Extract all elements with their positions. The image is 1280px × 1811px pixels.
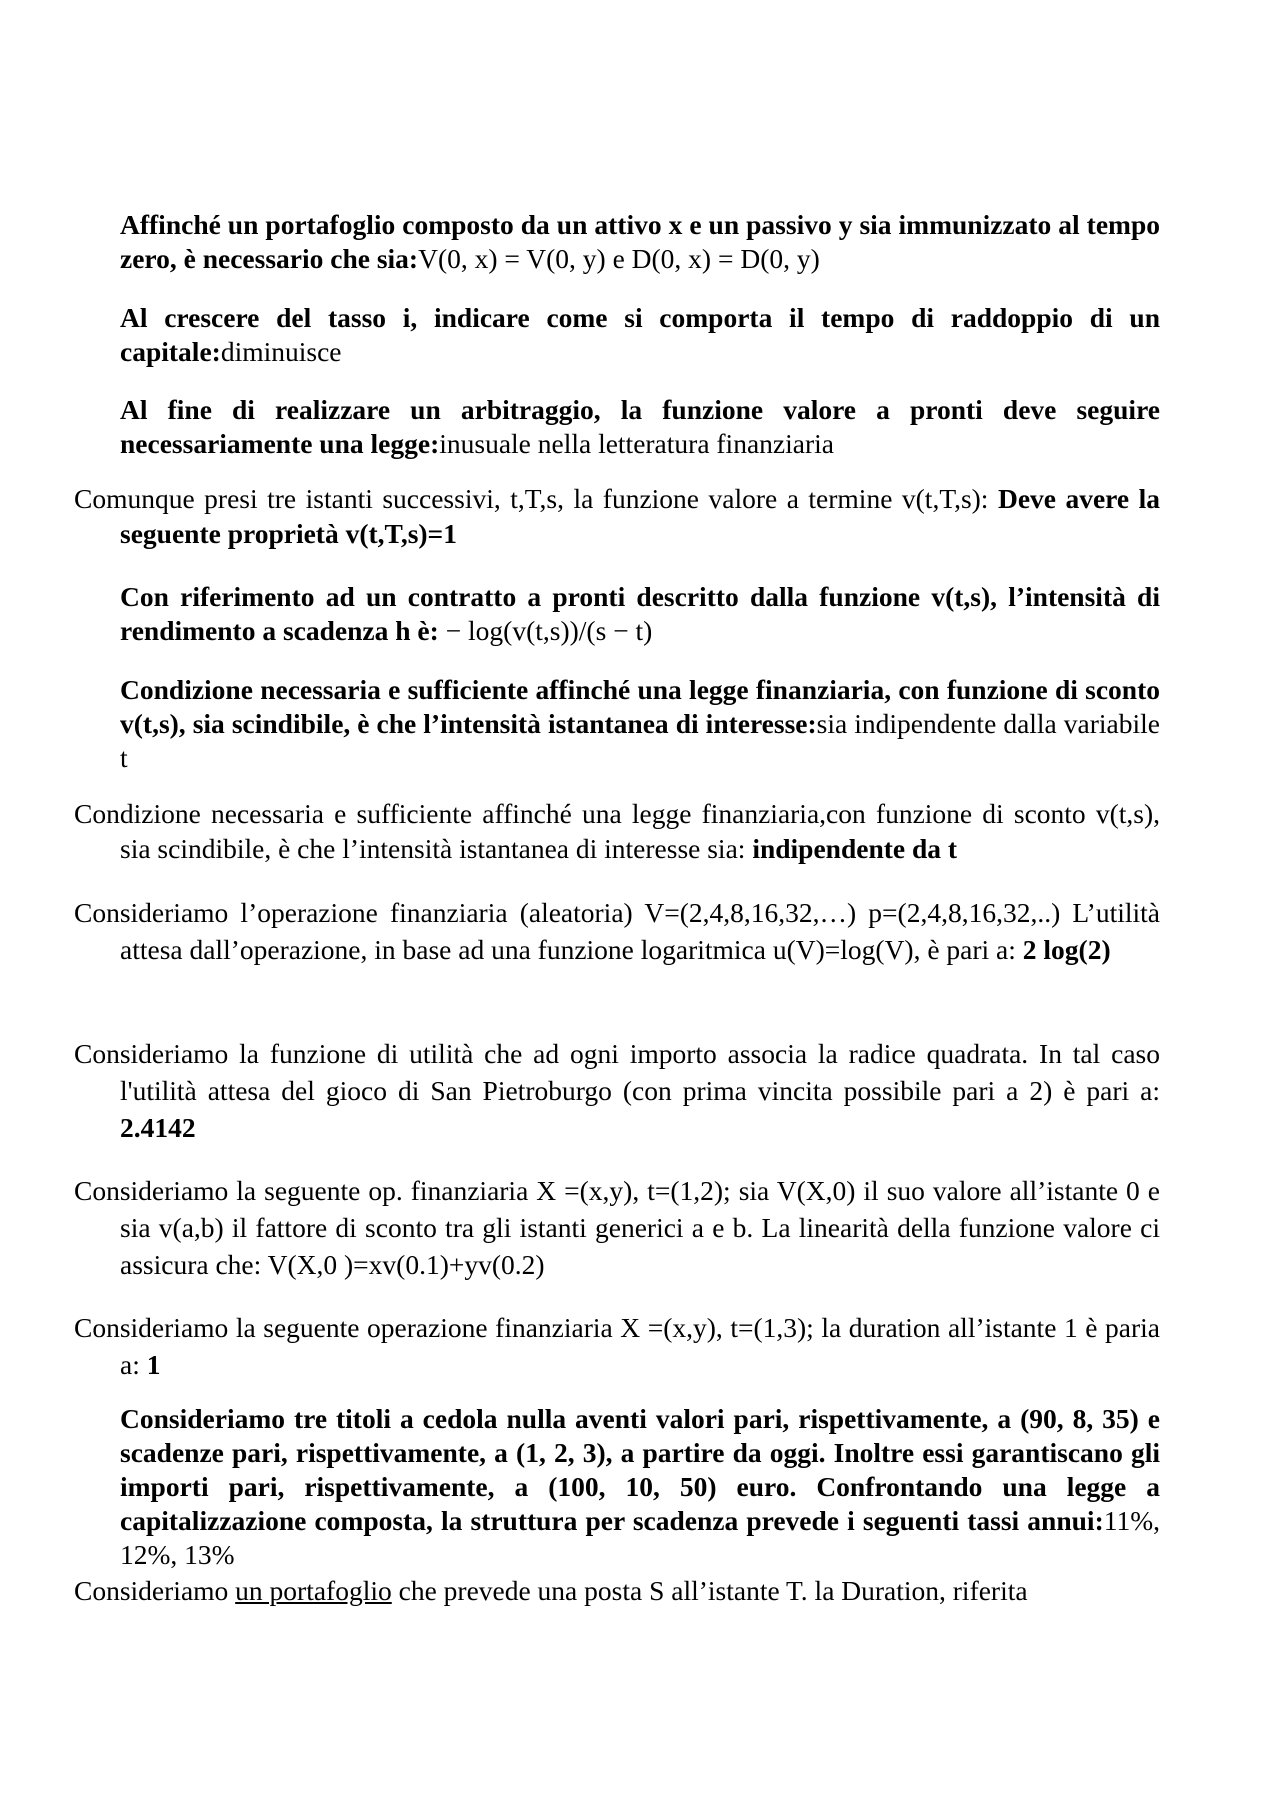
question-separable-law xyxy=(74,796,1160,866)
question-text: Condizione necessaria e sufficiente affinché una legge finanziaria, con funzione di sconto v(t,s), sia scindibile, è che l’intensità istantanea di interesse: xyxy=(120,674,1160,739)
question-text: Con riferimento ad un contratto a pronti descritto dalla funzione v(t,s), l’intensità di rendimento a scadenza h è: xyxy=(120,581,1160,646)
question-text: Consideriamo la seguente operazione finanziaria X =(x,y), t=(1,3); la duration all’istante 1 è paria a: xyxy=(74,1312,1160,1380)
question-text: Comunque presi tre istanti successivi, t,T,s, la funzione valore a termine v(t,T,s): xyxy=(74,483,998,514)
question-doubling-time xyxy=(120,301,1160,369)
question-text: Consideriamo tre titoli a cedola nulla aventi valori pari, rispettivamente, a (90, 8, 35) e scadenze pari, rispettivamente, a (1, 2, 3), a partire da oggi. Inoltre essi garantiscano gli importi pari, rispettivamente, a (100, 10, 50) euro. Confrontando una legge a capitalizzazione composta, la struttura per scadenza prevede i seguenti tassi annui: xyxy=(120,1403,1160,1536)
answer-text: V(X,0 )=xv(0.1)+yv(0.2) xyxy=(267,1249,545,1280)
underlined-text: un portafoglio xyxy=(235,1575,392,1606)
question-yield-intensity xyxy=(120,580,1160,648)
question-text: Consideriamo xyxy=(74,1575,236,1606)
question-text: Condizione necessaria e sufficiente affinché una legge finanziaria,con funzione di sconto v(t,s), sia scindibile, è che l’intensità istantanea di interesse sia: xyxy=(74,798,1160,864)
answer-text: V(0, x) = V(0, y) e D(0, x) = D(0, y) xyxy=(418,243,820,274)
question-log-utility xyxy=(74,894,1160,968)
question-text: Consideriamo la seguente op. finanziaria X =(x,y), t=(1,2); sia V(X,0) il suo valore all’istante 0 e sia v(a,b) il fattore di sconto tra gli istanti generici a e b. La linearità della funzione valore ci assicura che: xyxy=(74,1175,1160,1280)
answer-text: 11%, 12%, 13% xyxy=(120,1505,1160,1570)
question-duration xyxy=(74,1309,1160,1383)
question-st-petersburg xyxy=(74,1035,1160,1146)
question-text: Al fine di realizzare un arbitraggio, la funzione valore a pronti deve seguire necessariamente una legge: xyxy=(120,394,1160,459)
question-separable-law-bold xyxy=(120,673,1160,775)
answer-text: sia indipendente dalla variabile t xyxy=(120,708,1160,773)
answer-text: diminuisce xyxy=(220,336,342,367)
question-linearity xyxy=(74,1172,1160,1283)
answer-text: 2 log(2) xyxy=(1022,934,1111,965)
question-text: che prevede una posta S all’istante T. la Duration, riferita xyxy=(391,1575,1028,1606)
answer-text: Deve avere la seguente proprietà v(t,T,s)=1 xyxy=(120,483,1160,549)
question-arbitrage xyxy=(120,393,1160,461)
question-zero-coupon xyxy=(120,1402,1160,1572)
answer-text: 1 xyxy=(146,1349,161,1380)
answer-text: 2.4142 xyxy=(120,1112,196,1143)
question-text: Al crescere del tasso i, indicare come si comporta il tempo di raddoppio di un capitale: xyxy=(120,302,1160,367)
question-text: Consideriamo l’operazione finanziaria (aleatoria) V=(2,4,8,16,32,…) p=(2,4,8,16,32,..) L’utilità attesa dall’operazione, in base ad una funzione logaritmica u(V)=log(V), è pari a: xyxy=(74,897,1160,965)
question-text: Affinché un portafoglio composto da un attivo x e un passivo y sia immunizzato al tempo zero, è necessario che sia: xyxy=(120,209,1160,274)
answer-text: inusuale nella letteratura finanziaria xyxy=(439,428,834,459)
question-portfolio-duration xyxy=(74,1573,1160,1608)
question-immunization xyxy=(120,208,1160,276)
answer-text: − log(v(t,s))/(s − t) xyxy=(438,615,653,646)
answer-text: indipendente da t xyxy=(752,833,958,864)
question-text: Consideriamo la funzione di utilità che ad ogni importo associa la radice quadrata. In tal caso l'utilità attesa del gioco di San Pietroburgo (con prima vincita possibile pari a 2) è pari a: xyxy=(74,1038,1160,1106)
question-forward-value xyxy=(74,481,1160,551)
